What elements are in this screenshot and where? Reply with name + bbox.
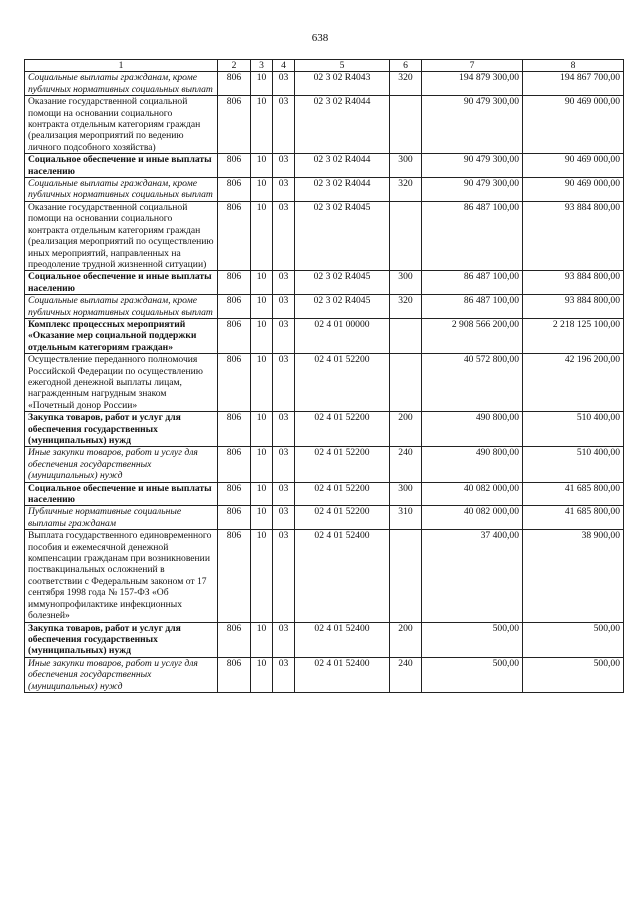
csr-code: 02 3 02 R4045 [295,201,390,270]
amount-year-1: 86 487 100,00 [422,201,523,270]
table-header [25,60,624,72]
amount-year-1: 90 479 300,00 [422,96,523,154]
pr-code: 03 [273,506,295,530]
ved-code: 806 [218,271,251,295]
ved-code: 806 [218,178,251,202]
vr-code [390,96,422,154]
csr-code: 02 3 02 R4045 [295,295,390,319]
column-header: 6 [390,60,422,72]
rz-code: 10 [251,482,273,506]
csr-code: 02 3 02 R4045 [295,271,390,295]
ved-code: 806 [218,354,251,412]
csr-code: 02 4 01 52200 [295,482,390,506]
row-name: Социальное обеспечение и иные выплаты населению [25,154,218,178]
ved-code: 806 [218,447,251,482]
table-row [25,201,624,270]
pr-code: 03 [273,318,295,353]
pr-code: 03 [273,271,295,295]
pr-code: 03 [273,482,295,506]
row-name: Социальное обеспечение и иные выплаты населению [25,482,218,506]
amount-year-1: 90 479 300,00 [422,178,523,202]
table-row [25,657,624,692]
ved-code: 806 [218,622,251,657]
rz-code: 10 [251,506,273,530]
table-row [25,354,624,412]
amount-year-1: 37 400,00 [422,530,523,622]
column-header: 7 [422,60,523,72]
pr-code: 03 [273,295,295,319]
page-number: 638 [311,32,329,44]
rz-code: 10 [251,447,273,482]
csr-code: 02 3 02 R4043 [295,72,390,96]
vr-code: 300 [390,482,422,506]
rz-code: 10 [251,318,273,353]
csr-code: 02 4 01 52400 [295,657,390,692]
rz-code: 10 [251,622,273,657]
row-name: Закупка товаров, работ и услуг для обеспечения государственных (муниципальных) нужд [25,622,218,657]
amount-year-2: 93 884 800,00 [523,271,624,295]
ved-code: 806 [218,482,251,506]
amount-year-2: 41 685 800,00 [523,482,624,506]
vr-code [390,530,422,622]
vr-code: 320 [390,178,422,202]
amount-year-2: 93 884 800,00 [523,201,624,270]
rz-code: 10 [251,271,273,295]
amount-year-2: 500,00 [523,622,624,657]
ved-code: 806 [218,201,251,270]
row-name: Выплата государственного единовременного пособия и ежемесячной денежной компенсации гражданам при возникновении поствакцинальных осложнений в соответствии с Федеральным законом от 17 сентября 1998 года № 157-ФЗ «Об иммунопрофилактике инфекционных болезней» [25,530,218,622]
pr-code: 03 [273,447,295,482]
ved-code: 806 [218,295,251,319]
pr-code: 03 [273,412,295,447]
amount-year-2: 90 469 000,00 [523,154,624,178]
rz-code: 10 [251,530,273,622]
ved-code: 806 [218,96,251,154]
row-name: Публичные нормативные социальные выплаты гражданам [25,506,218,530]
pr-code: 03 [273,530,295,622]
row-name: Осуществление переданного полномочия Российской Федерации по осуществлению ежегодной денежной выплаты лицам, награжденным нагрудным знаком «Почетный донор России» [25,354,218,412]
column-header: 2 [218,60,251,72]
table-row [25,622,624,657]
vr-code [390,201,422,270]
header-row [25,60,624,72]
ved-code: 806 [218,506,251,530]
table-row [25,447,624,482]
column-header: 4 [273,60,295,72]
amount-year-1: 194 879 300,00 [422,72,523,96]
amount-year-1: 86 487 100,00 [422,271,523,295]
amount-year-1: 40 082 000,00 [422,482,523,506]
table-row [25,154,624,178]
csr-code: 02 3 02 R4044 [295,96,390,154]
rz-code: 10 [251,412,273,447]
amount-year-2: 90 469 000,00 [523,178,624,202]
amount-year-2: 2 218 125 100,00 [523,318,624,353]
vr-code: 200 [390,622,422,657]
pr-code: 03 [273,72,295,96]
csr-code: 02 3 02 R4044 [295,154,390,178]
column-header: 8 [523,60,624,72]
pr-code: 03 [273,154,295,178]
amount-year-2: 500,00 [523,657,624,692]
rz-code: 10 [251,354,273,412]
amount-year-2: 510 400,00 [523,447,624,482]
csr-code: 02 4 01 52400 [295,530,390,622]
table-row [25,412,624,447]
table-body [25,72,624,693]
rz-code: 10 [251,154,273,178]
table-row [25,506,624,530]
column-header: 5 [295,60,390,72]
ved-code: 806 [218,154,251,178]
table-row [25,72,624,96]
column-header: 1 [25,60,218,72]
rz-code: 10 [251,657,273,692]
amount-year-2: 42 196 200,00 [523,354,624,412]
amount-year-1: 500,00 [422,657,523,692]
amount-year-2: 38 900,00 [523,530,624,622]
rz-code: 10 [251,72,273,96]
amount-year-2: 93 884 800,00 [523,295,624,319]
rz-code: 10 [251,96,273,154]
amount-year-1: 90 479 300,00 [422,154,523,178]
amount-year-2: 90 469 000,00 [523,96,624,154]
column-header: 3 [251,60,273,72]
pr-code: 03 [273,622,295,657]
rz-code: 10 [251,295,273,319]
row-name: Оказание государственной социальной помощи на основании социального контракта отдельным категориям граждан (реализация мероприятий по ведению личного подсобного хозяйства) [25,96,218,154]
amount-year-1: 490 800,00 [422,447,523,482]
vr-code: 300 [390,271,422,295]
csr-code: 02 4 01 52400 [295,622,390,657]
vr-code [390,318,422,353]
ved-code: 806 [218,318,251,353]
amount-year-1: 40 572 800,00 [422,354,523,412]
table-row [25,295,624,319]
amount-year-1: 2 908 566 200,00 [422,318,523,353]
vr-code: 320 [390,72,422,96]
rz-code: 10 [251,178,273,202]
row-name: Социальные выплаты гражданам, кроме публичных нормативных социальных выплат [25,178,218,202]
row-name: Закупка товаров, работ и услуг для обеспечения государственных (муниципальных) нужд [25,412,218,447]
amount-year-2: 194 867 700,00 [523,72,624,96]
row-name: Социальные выплаты гражданам, кроме публичных нормативных социальных выплат [25,72,218,96]
csr-code: 02 4 01 52200 [295,506,390,530]
pr-code: 03 [273,178,295,202]
row-name: Иные закупки товаров, работ и услуг для обеспечения государственных (муниципальных) нужд [25,447,218,482]
table-row [25,271,624,295]
row-name: Иные закупки товаров, работ и услуг для обеспечения государственных (муниципальных) нужд [25,657,218,692]
pr-code: 03 [273,96,295,154]
csr-code: 02 4 01 52200 [295,354,390,412]
table-row [25,482,624,506]
csr-code: 02 4 01 52200 [295,412,390,447]
csr-code: 02 4 01 52200 [295,447,390,482]
vr-code: 300 [390,154,422,178]
amount-year-1: 40 082 000,00 [422,506,523,530]
table-row [25,96,624,154]
vr-code: 240 [390,447,422,482]
amount-year-2: 510 400,00 [523,412,624,447]
amount-year-1: 500,00 [422,622,523,657]
pr-code: 03 [273,201,295,270]
ved-code: 806 [218,412,251,447]
row-name: Оказание государственной социальной помощи на основании социального контракта отдельным категориям граждан (реализация мероприятий по осуществлению иных мероприятий, направленных на преодоление трудной жизненной ситуации) [25,201,218,270]
table-row [25,178,624,202]
ved-code: 806 [218,530,251,622]
ved-code: 806 [218,657,251,692]
amount-year-1: 86 487 100,00 [422,295,523,319]
ved-code: 806 [218,72,251,96]
vr-code: 240 [390,657,422,692]
vr-code: 200 [390,412,422,447]
budget-table [24,59,624,693]
amount-year-2: 41 685 800,00 [523,506,624,530]
csr-code: 02 4 01 00000 [295,318,390,353]
table-row [25,318,624,353]
row-name: Социальные выплаты гражданам, кроме публичных нормативных социальных выплат [25,295,218,319]
vr-code: 310 [390,506,422,530]
vr-code [390,354,422,412]
csr-code: 02 3 02 R4044 [295,178,390,202]
row-name: Комплекс процессных мероприятий «Оказание мер социальной поддержки отдельным категориям граждан» [25,318,218,353]
pr-code: 03 [273,354,295,412]
vr-code: 320 [390,295,422,319]
rz-code: 10 [251,201,273,270]
pr-code: 03 [273,657,295,692]
table-row [25,530,624,622]
row-name: Социальное обеспечение и иные выплаты населению [25,271,218,295]
amount-year-1: 490 800,00 [422,412,523,447]
